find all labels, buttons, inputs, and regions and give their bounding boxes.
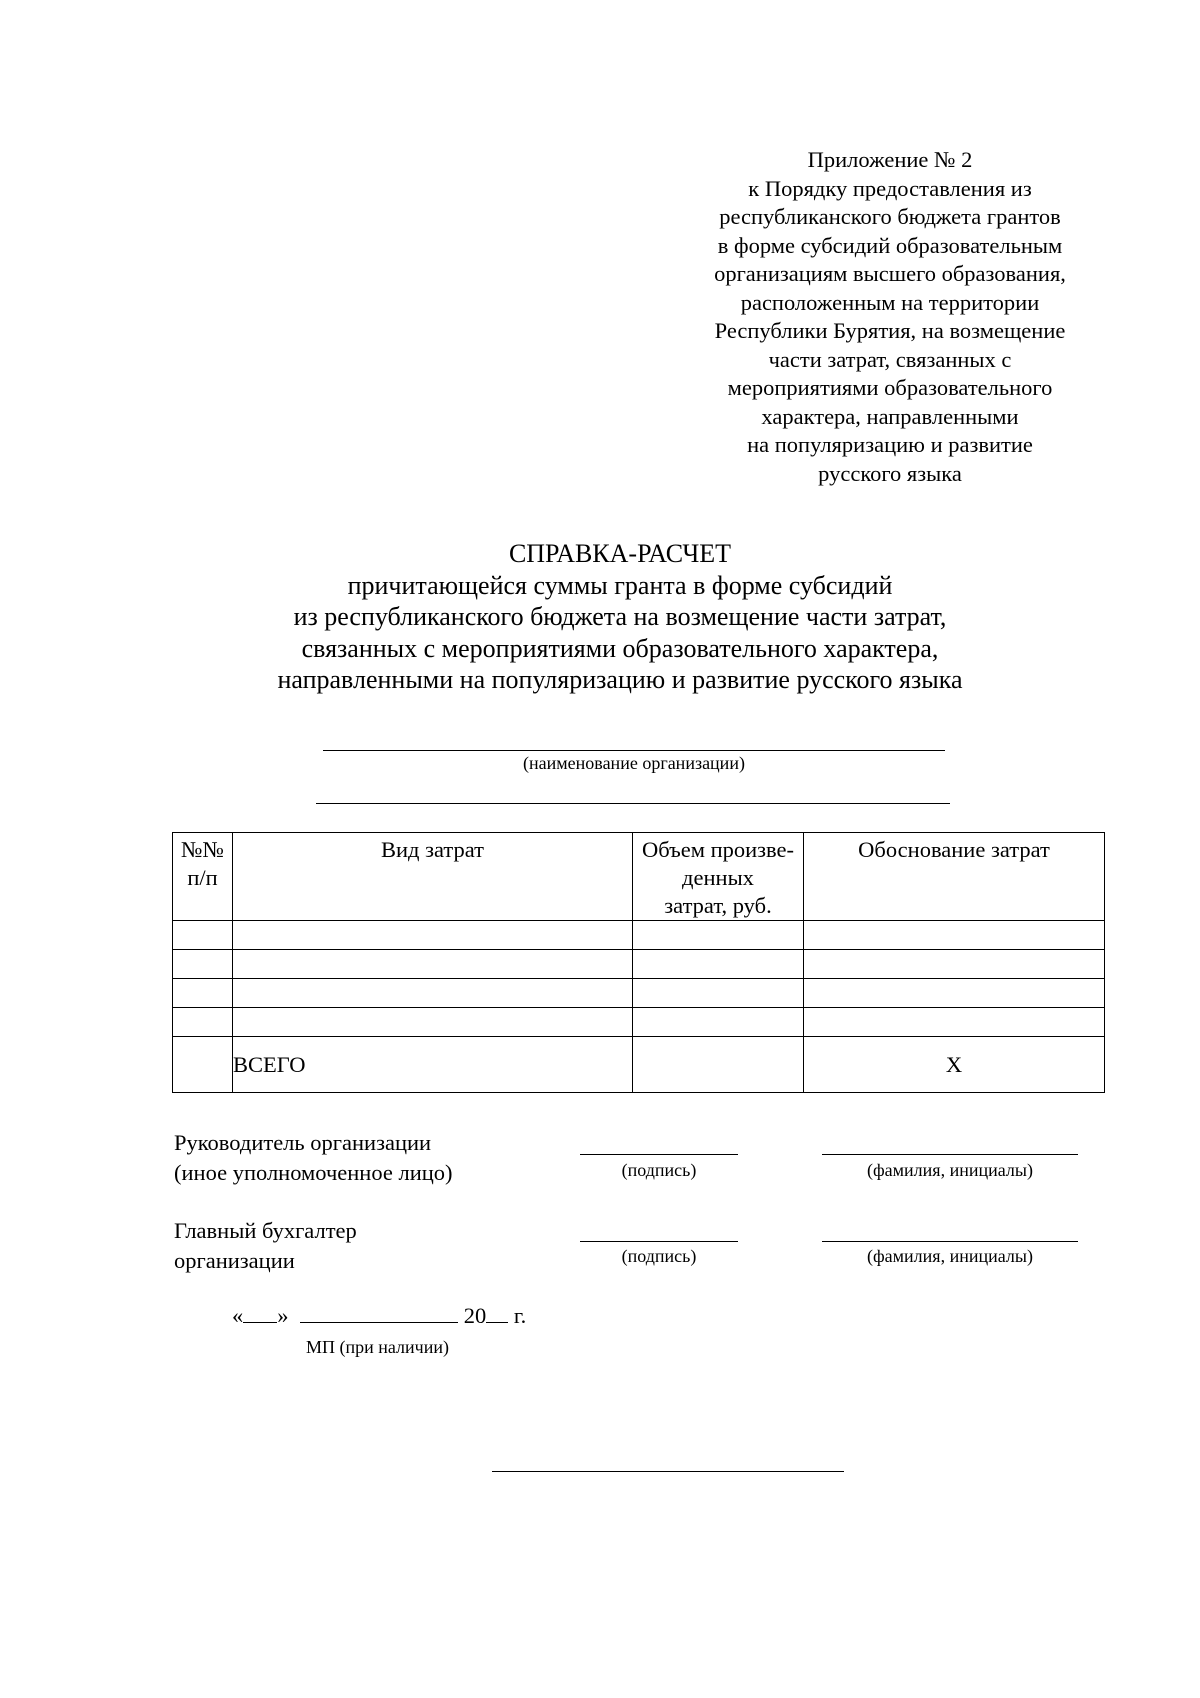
- organization-extra-line: [316, 803, 950, 804]
- table-cell: [233, 979, 633, 1008]
- table-cell: [233, 950, 633, 979]
- table-cell: [633, 950, 804, 979]
- date-open-quote: «: [232, 1303, 244, 1328]
- header-volume-line: денных: [682, 865, 754, 890]
- accountant-name-line: [822, 1241, 1078, 1242]
- appendix-line: республиканского бюджета грантов: [719, 204, 1061, 229]
- title-line: связанных с мероприятиями образовательного характера,: [301, 633, 939, 663]
- head-name-line: [822, 1154, 1078, 1155]
- date-field: [232, 1300, 526, 1329]
- accountant-title-line: организации: [174, 1248, 295, 1273]
- title-line: причитающейся суммы гранта в форме субсидий: [347, 570, 893, 600]
- date-close-quote: »: [277, 1303, 289, 1328]
- table-cell: [233, 921, 633, 950]
- head-signatory-title: [174, 1128, 453, 1188]
- appendix-line: в форме субсидий образовательным: [717, 232, 1063, 258]
- head-name-caption: (фамилия, инициалы): [867, 1160, 1033, 1180]
- appendix-line: Приложение № 2: [807, 147, 973, 172]
- document-title: [200, 538, 1040, 696]
- table-cell: [173, 1008, 233, 1037]
- table-total-row: [173, 1037, 1105, 1093]
- title-line: направленными на популяризацию и развитие русского языка: [277, 665, 963, 694]
- appendix-line: Республики Бурятия, на возмещение: [714, 318, 1066, 343]
- appendix-line: русского языка: [818, 460, 962, 486]
- table-cell: [804, 979, 1105, 1008]
- title-line: из республиканского бюджета на возмещение части затрат,: [293, 602, 947, 631]
- header-cost-type: Вид затрат: [233, 833, 633, 921]
- table-cell: [633, 921, 804, 950]
- month-blank: [300, 1300, 458, 1323]
- table-header-row: [173, 833, 1105, 921]
- table-row: [173, 950, 1105, 979]
- table-cell: [233, 1008, 633, 1037]
- table-row: [173, 921, 1105, 950]
- stamp-caption: МП (при наличии): [306, 1337, 449, 1357]
- table-cell: [173, 1037, 233, 1093]
- bottom-separator-line: [492, 1471, 844, 1472]
- appendix-line: характера, направленными: [761, 403, 1019, 429]
- header-number-line: №№: [181, 837, 224, 862]
- table-cell: [173, 979, 233, 1008]
- title-heading: СПРАВКА-РАСЧЕТ: [508, 539, 732, 568]
- table-row: [173, 1008, 1105, 1037]
- appendix-header: [680, 146, 1100, 488]
- table-row: [173, 979, 1105, 1008]
- table-cell: [173, 921, 233, 950]
- year-blank: [486, 1300, 508, 1323]
- header-cost-volume: [633, 833, 804, 921]
- accountant-name-caption: (фамилия, инициалы): [867, 1246, 1033, 1266]
- head-signature-caption: (подпись): [621, 1160, 697, 1180]
- header-number-line: п/п: [187, 865, 218, 890]
- head-title-line: (иное уполномоченное лицо): [174, 1160, 453, 1185]
- table-cell: [633, 1008, 804, 1037]
- table-cell: [804, 921, 1105, 950]
- organization-name-caption: (наименование организации): [523, 753, 745, 773]
- table-cell: [173, 950, 233, 979]
- total-label: ВСЕГО: [233, 1037, 633, 1093]
- accountant-signature-line: [580, 1241, 738, 1242]
- appendix-line: на популяризацию и развитие: [747, 432, 1033, 457]
- appendix-line: к Порядку предоставления из: [748, 175, 1032, 201]
- appendix-line: расположенным на территории: [740, 289, 1040, 315]
- table-cell: [633, 979, 804, 1008]
- total-volume-cell: [633, 1037, 804, 1093]
- head-title-line: Руководитель организации: [174, 1130, 432, 1155]
- year-suffix: г.: [508, 1303, 527, 1328]
- year-prefix: 20: [463, 1303, 487, 1328]
- header-volume-line: Объем произве-: [641, 837, 795, 862]
- accountant-signatory-title: [174, 1216, 357, 1276]
- header-justification: Обоснование затрат: [804, 833, 1105, 921]
- head-signature-line: [580, 1154, 738, 1155]
- appendix-line: мероприятиями образовательного: [727, 375, 1053, 400]
- table-cell: [804, 1008, 1105, 1037]
- day-blank: [243, 1300, 277, 1323]
- total-justification-mark: X: [804, 1037, 1105, 1093]
- header-number: [173, 833, 233, 921]
- accountant-signature-caption: (подпись): [621, 1246, 697, 1266]
- costs-table: [172, 832, 1105, 1093]
- appendix-line: организациям высшего образования,: [714, 261, 1066, 286]
- accountant-title-line: Главный бухгалтер: [174, 1218, 357, 1243]
- table-cell: [804, 950, 1105, 979]
- appendix-line: части затрат, связанных с: [768, 346, 1012, 372]
- header-volume-line: затрат, руб.: [664, 893, 772, 918]
- organization-name-line: [323, 750, 945, 751]
